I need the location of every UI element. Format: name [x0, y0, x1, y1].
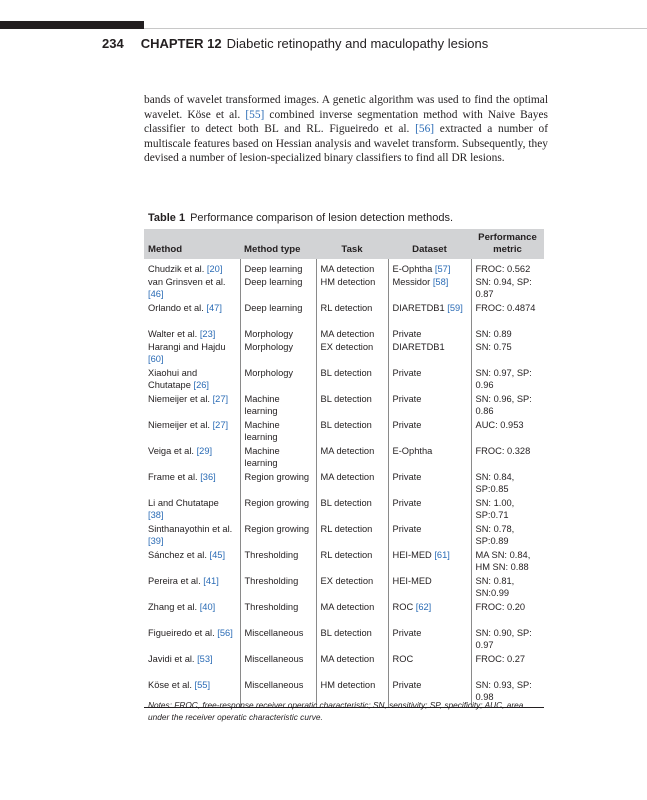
cell-method: [144, 628, 240, 654]
citation-link[interactable]: [29]: [196, 446, 213, 456]
table-row: [144, 303, 544, 329]
cell-dataset: [388, 576, 471, 602]
cell-method-type: Morphology: [240, 368, 316, 394]
citation-link[interactable]: [27]: [212, 420, 229, 430]
citation-link[interactable]: [39]: [148, 535, 164, 546]
cell-method-name: Orlando et al.: [148, 303, 207, 313]
cell-method-name: Pereira et al.: [148, 576, 204, 586]
cell-method: [144, 342, 240, 368]
body-text-segment: bands of wavelet transformed images. A genetic algorithm was used to find the optimal wavelet. Köse et al.: [144, 94, 548, 121]
table-caption-text: Performance comparison of lesion detection methods.: [190, 212, 454, 224]
cell-dataset: [388, 329, 471, 342]
cell-dataset: [388, 420, 471, 446]
table-row: [144, 368, 544, 394]
cell-method: [144, 550, 240, 576]
cell-performance-metric: SN: 0.89: [471, 329, 544, 342]
cell-method: [144, 368, 240, 394]
citation-link[interactable]: [41]: [203, 576, 219, 586]
cell-performance-metric: FROC: 0.328: [471, 446, 544, 472]
cell-method: [144, 446, 240, 472]
chapter-title: Diabetic retinopathy and maculopathy lesions: [226, 36, 489, 51]
cell-method-name: Figueiredo et al.: [148, 628, 218, 638]
citation-link[interactable]: [56]: [415, 123, 435, 136]
citation-link[interactable]: [57]: [434, 264, 451, 274]
performance-table-container: [144, 229, 544, 708]
table-row: [144, 628, 544, 654]
column-header-performance-metric: Performance metric: [471, 229, 544, 259]
cell-dataset: [388, 550, 471, 576]
cell-method: [144, 472, 240, 498]
citation-link[interactable]: [56]: [217, 628, 233, 638]
cell-performance-metric: SN: 0.94, SP: 0.87: [471, 277, 544, 303]
cell-dataset-name: E-Ophtha: [392, 264, 435, 274]
citation-link[interactable]: [38]: [148, 509, 164, 520]
cell-dataset-name: HEI-MED: [392, 550, 435, 560]
cell-performance-metric: SN: 0.97, SP: 0.96: [471, 368, 544, 394]
cell-method: [144, 329, 240, 342]
cell-performance-metric: SN: 0.96, SP: 0.86: [471, 394, 544, 420]
cell-task: MA detection: [316, 446, 388, 472]
citation-link[interactable]: [27]: [212, 394, 229, 404]
cell-method: [144, 420, 240, 446]
cell-task: RL detection: [316, 524, 388, 550]
column-header-method-type: Method type: [240, 229, 316, 259]
cell-dataset: [388, 446, 471, 472]
cell-dataset: [388, 342, 471, 368]
citation-link[interactable]: [23]: [199, 329, 216, 339]
cell-method-type: Thresholding: [240, 550, 316, 576]
cell-method-type: Miscellaneous: [240, 654, 316, 680]
cell-method-type: Machine learning: [240, 446, 316, 472]
table-row: [144, 602, 544, 628]
cell-method: [144, 524, 240, 550]
cell-dataset: [388, 303, 471, 329]
cell-performance-metric: SN: 0.93, SP: 0.98: [471, 680, 544, 708]
header-rule: [144, 28, 647, 29]
cell-dataset: [388, 472, 471, 498]
cell-method: [144, 498, 240, 524]
cell-task: BL detection: [316, 498, 388, 524]
cell-dataset-name: Private: [392, 420, 422, 430]
cell-performance-metric: FROC: 0.20: [471, 602, 544, 628]
cell-dataset-name: Private: [392, 368, 422, 378]
cell-performance-metric: SN: 0.81, SN:0.99: [471, 576, 544, 602]
table-body: [144, 259, 544, 708]
cell-method-name: Sánchez et al.: [148, 550, 210, 560]
cell-dataset-name: ROC: [392, 602, 416, 612]
table-row: [144, 420, 544, 446]
performance-table: [144, 229, 544, 708]
citation-link[interactable]: [26]: [193, 379, 210, 390]
body-paragraph: [144, 93, 548, 166]
cell-performance-metric: MA SN: 0.84, HM SN: 0.88: [471, 550, 544, 576]
cell-dataset-name: Private: [392, 628, 422, 638]
cell-method-name: Javidi et al.: [148, 654, 198, 664]
citation-link[interactable]: [47]: [206, 303, 222, 313]
cell-performance-metric: SN: 1.00, SP:0.71: [471, 498, 544, 524]
cell-method-type: Deep learning: [240, 277, 316, 303]
citation-link[interactable]: [45]: [209, 550, 226, 560]
column-header-task: Task: [316, 229, 388, 259]
cell-task: MA detection: [316, 329, 388, 342]
cell-dataset: [388, 259, 471, 277]
cell-dataset-name: Private: [392, 680, 422, 690]
body-text-segment: combined inverse segmentation method with Naive Bayes classifier to detect both BL and RL. Figueiredo et al.: [144, 108, 548, 136]
citation-link[interactable]: [53]: [197, 654, 213, 664]
cell-method-name: Zhang et al.: [148, 602, 200, 612]
cell-method-type: Region growing: [240, 524, 316, 550]
cell-task: MA detection: [316, 654, 388, 680]
table-row: [144, 654, 544, 680]
cell-method-name: Niemeijer et al.: [148, 394, 213, 404]
cell-method-type: Thresholding: [240, 576, 316, 602]
citation-link[interactable]: [40]: [199, 602, 216, 612]
cell-dataset-name: Private: [392, 524, 422, 534]
cell-method-name: Chudzik et al.: [148, 264, 207, 274]
cell-method-name: Xiaohui and Chutatape: [148, 368, 198, 390]
body-text-segment: extracted a number of multiscale features based on Hessian analysis and wavelet transform. Subsequently, they devised a number of lesion-specialized binary classifiers to find all DR lesions.: [144, 123, 548, 165]
cell-method-name: Frame et al.: [148, 472, 201, 482]
table-row: [144, 259, 544, 277]
cell-method-name: Köse et al.: [148, 680, 195, 690]
cell-method-name: Li and Chutatape: [148, 498, 219, 508]
cell-task: HM detection: [316, 680, 388, 708]
cell-method-type: Region growing: [240, 472, 316, 498]
cell-task: HM detection: [316, 277, 388, 303]
cell-dataset: [388, 277, 471, 303]
cell-method: [144, 576, 240, 602]
header-bar: [0, 21, 144, 29]
cell-dataset-name: E-Ophtha: [392, 446, 433, 456]
cell-task: MA detection: [316, 602, 388, 628]
cell-method-name: Niemeijer et al.: [148, 420, 213, 430]
cell-performance-metric: AUC: 0.953: [471, 420, 544, 446]
cell-task: EX detection: [316, 342, 388, 368]
table-row: [144, 342, 544, 368]
cell-dataset: [388, 628, 471, 654]
cell-method-type: Miscellaneous: [240, 628, 316, 654]
cell-method: [144, 259, 240, 277]
cell-dataset-name: DIARETDB1: [392, 303, 448, 313]
cell-dataset-name: DIARETDB1: [392, 342, 445, 352]
cell-method-type: Morphology: [240, 342, 316, 368]
citation-link[interactable]: [58]: [432, 277, 449, 287]
cell-dataset-name: ROC: [392, 654, 414, 664]
cell-dataset-name: Private: [392, 472, 422, 482]
running-head: [102, 36, 488, 51]
cell-method-type: Morphology: [240, 329, 316, 342]
cell-dataset: [388, 524, 471, 550]
cell-dataset: [388, 368, 471, 394]
table-row: [144, 498, 544, 524]
cell-dataset: [388, 498, 471, 524]
cell-method-type: Thresholding: [240, 602, 316, 628]
cell-method-type: Miscellaneous: [240, 680, 316, 708]
cell-task: MA detection: [316, 259, 388, 277]
cell-method-name: Veiga et al.: [148, 446, 197, 456]
cell-method: [144, 277, 240, 303]
cell-task: BL detection: [316, 420, 388, 446]
cell-dataset-name: Private: [392, 329, 422, 339]
cell-method: [144, 394, 240, 420]
cell-performance-metric: FROC: 0.562: [471, 259, 544, 277]
cell-dataset: [388, 602, 471, 628]
cell-method-name: Sinthanayothin et al.: [148, 524, 233, 534]
table-row: [144, 576, 544, 602]
table-label: Table 1: [148, 212, 186, 224]
cell-dataset-name: HEI-MED: [392, 576, 432, 586]
cell-dataset-name: Private: [392, 498, 422, 508]
table-row: [144, 446, 544, 472]
table-row: [144, 524, 544, 550]
cell-method-name: van Grinsven et al.: [148, 277, 226, 287]
cell-dataset-name: Messidor: [392, 277, 433, 287]
citation-link[interactable]: [55]: [245, 108, 265, 121]
cell-method-name: Harangi and Hajdu: [148, 342, 226, 352]
cell-method-type: Region growing: [240, 498, 316, 524]
column-header-dataset: Dataset: [388, 229, 471, 259]
table-notes: Notes: FROC, free-response receiver operatic characteristic; SN, sensitivity; SP, specificity; AUC, area under the receiver operatic characteristic curve.: [148, 700, 524, 722]
citation-link[interactable]: [20]: [206, 264, 223, 274]
cell-performance-metric: SN: 0.90, SP: 0.97: [471, 628, 544, 654]
cell-method-type: Deep learning: [240, 259, 316, 277]
table-row: [144, 550, 544, 576]
cell-task: EX detection: [316, 576, 388, 602]
cell-method-type: Machine learning: [240, 420, 316, 446]
citation-link[interactable]: [55]: [194, 680, 211, 690]
table-row: [144, 394, 544, 420]
citation-link[interactable]: [60]: [148, 353, 164, 364]
cell-task: BL detection: [316, 394, 388, 420]
cell-method-name: Walter et al.: [148, 329, 200, 339]
cell-method: [144, 654, 240, 680]
citation-link[interactable]: [61]: [434, 550, 450, 560]
cell-method-type: Machine learning: [240, 394, 316, 420]
cell-performance-metric: FROC: 0.4874: [471, 303, 544, 329]
cell-performance-metric: SN: 0.84, SP:0.85: [471, 472, 544, 498]
column-header-method: Method: [144, 229, 240, 259]
cell-task: RL detection: [316, 550, 388, 576]
cell-performance-metric: SN: 0.78, SP:0.89: [471, 524, 544, 550]
table-row: [144, 277, 544, 303]
cell-dataset: [388, 394, 471, 420]
table-row: [144, 329, 544, 342]
page-number: 234: [102, 36, 124, 51]
citation-link[interactable]: [36]: [200, 472, 216, 482]
cell-task: BL detection: [316, 368, 388, 394]
table-header-row: [144, 229, 544, 259]
citation-link[interactable]: [46]: [148, 288, 164, 299]
cell-method-type: Deep learning: [240, 303, 316, 329]
cell-dataset: [388, 654, 471, 680]
cell-task: MA detection: [316, 472, 388, 498]
table-caption: [148, 212, 453, 224]
cell-method: [144, 303, 240, 329]
citation-link[interactable]: [62]: [415, 602, 432, 612]
table-row: [144, 472, 544, 498]
cell-dataset-name: Private: [392, 394, 422, 404]
citation-link[interactable]: [59]: [447, 303, 463, 313]
chapter-label: CHAPTER 12: [140, 36, 222, 51]
cell-performance-metric: SN: 0.75: [471, 342, 544, 368]
cell-task: RL detection: [316, 303, 388, 329]
cell-performance-metric: FROC: 0.27: [471, 654, 544, 680]
cell-task: BL detection: [316, 628, 388, 654]
cell-method: [144, 602, 240, 628]
